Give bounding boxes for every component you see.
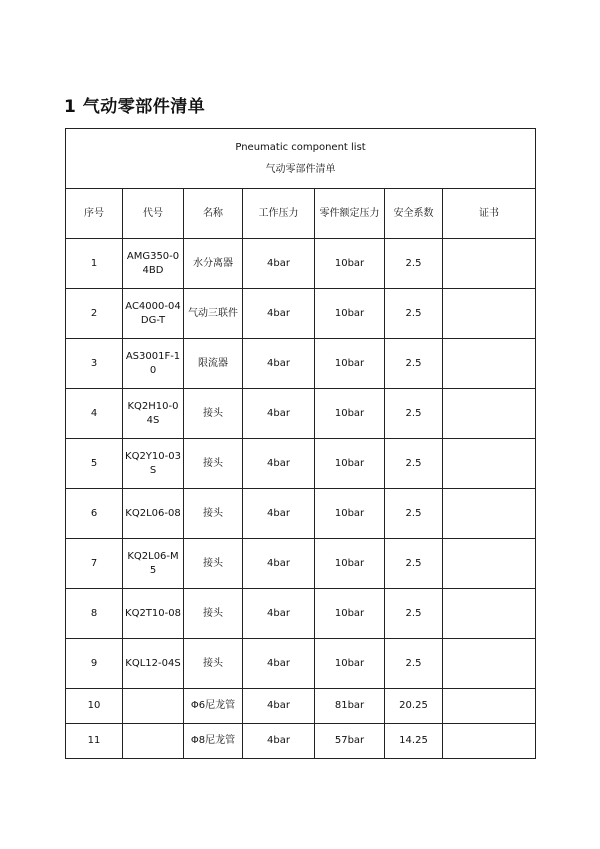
table-row	[66, 289, 536, 339]
cell-rated-pressure: 10bar	[315, 439, 385, 489]
cell-code: KQL12-04S	[123, 639, 184, 689]
table-row	[66, 239, 536, 289]
cell-work-pressure: 4bar	[243, 389, 315, 439]
table-row	[66, 689, 536, 724]
cell-code: KQ2Y10-03S	[123, 439, 184, 489]
table-title-zh: 气动零部件清单	[265, 163, 336, 175]
cell-name: 接头	[184, 639, 243, 689]
cell-name: 接头	[184, 589, 243, 639]
cell-name: 水分离器	[184, 239, 243, 289]
cell-code: AC4000-04DG-T	[123, 289, 184, 339]
table-title-cell	[66, 129, 536, 189]
cell-certificate	[443, 339, 536, 389]
table-row	[66, 339, 536, 389]
cell-certificate	[443, 724, 536, 759]
cell-certificate	[443, 489, 536, 539]
cell-certificate	[443, 239, 536, 289]
cell-name: 接头	[184, 489, 243, 539]
cell-code: KQ2L06-08	[123, 489, 184, 539]
cell-work-pressure: 4bar	[243, 639, 315, 689]
cell-rated-pressure: 10bar	[315, 289, 385, 339]
cell-no: 7	[66, 539, 123, 589]
cell-safety-factor: 2.5	[385, 589, 443, 639]
cell-rated-pressure: 10bar	[315, 489, 385, 539]
column-header-name: 名称	[184, 189, 243, 239]
cell-safety-factor: 20.25	[385, 689, 443, 724]
table-row	[66, 639, 536, 689]
column-header-safety-factor: 安全系数	[385, 189, 443, 239]
cell-rated-pressure: 10bar	[315, 389, 385, 439]
cell-code: KQ2T10-08	[123, 589, 184, 639]
cell-certificate	[443, 639, 536, 689]
cell-no: 11	[66, 724, 123, 759]
cell-no: 10	[66, 689, 123, 724]
cell-name: 接头	[184, 389, 243, 439]
cell-no: 2	[66, 289, 123, 339]
cell-certificate	[443, 539, 536, 589]
cell-code: AS3001F-10	[123, 339, 184, 389]
cell-work-pressure: 4bar	[243, 724, 315, 759]
cell-certificate	[443, 389, 536, 439]
cell-rated-pressure: 10bar	[315, 589, 385, 639]
cell-code	[123, 724, 184, 759]
cell-name: 接头	[184, 439, 243, 489]
cell-name: Φ8尼龙管	[184, 724, 243, 759]
cell-code: AMG350-04BD	[123, 239, 184, 289]
cell-safety-factor: 2.5	[385, 539, 443, 589]
cell-work-pressure: 4bar	[243, 339, 315, 389]
column-header-code: 代号	[123, 189, 184, 239]
table-row	[66, 589, 536, 639]
cell-no: 6	[66, 489, 123, 539]
cell-rated-pressure: 10bar	[315, 339, 385, 389]
cell-work-pressure: 4bar	[243, 539, 315, 589]
cell-no: 9	[66, 639, 123, 689]
cell-code: KQ2H10-04S	[123, 389, 184, 439]
table-title-en: Pneumatic component list	[235, 141, 366, 153]
cell-rated-pressure: 81bar	[315, 689, 385, 724]
cell-name: 限流器	[184, 339, 243, 389]
cell-certificate	[443, 689, 536, 724]
table-row	[66, 439, 536, 489]
cell-rated-pressure: 10bar	[315, 539, 385, 589]
cell-safety-factor: 2.5	[385, 489, 443, 539]
cell-rated-pressure: 10bar	[315, 239, 385, 289]
column-header-work-pressure: 工作压力	[243, 189, 315, 239]
cell-work-pressure: 4bar	[243, 689, 315, 724]
table-body	[66, 129, 536, 759]
table-header-row	[66, 189, 536, 239]
page-heading: 1 气动零部件清单	[64, 97, 206, 117]
cell-certificate	[443, 589, 536, 639]
column-header-certificate: 证书	[443, 189, 536, 239]
cell-safety-factor: 2.5	[385, 339, 443, 389]
table-row	[66, 389, 536, 439]
cell-work-pressure: 4bar	[243, 439, 315, 489]
cell-code	[123, 689, 184, 724]
cell-name: 接头	[184, 539, 243, 589]
cell-rated-pressure: 57bar	[315, 724, 385, 759]
column-header-no: 序号	[66, 189, 123, 239]
cell-no: 3	[66, 339, 123, 389]
cell-no: 5	[66, 439, 123, 489]
cell-work-pressure: 4bar	[243, 589, 315, 639]
cell-safety-factor: 2.5	[385, 239, 443, 289]
cell-no: 8	[66, 589, 123, 639]
cell-rated-pressure: 10bar	[315, 639, 385, 689]
cell-safety-factor: 2.5	[385, 639, 443, 689]
cell-work-pressure: 4bar	[243, 289, 315, 339]
cell-name: 气动三联件	[184, 289, 243, 339]
cell-safety-factor: 14.25	[385, 724, 443, 759]
cell-name: Φ6尼龙管	[184, 689, 243, 724]
table-row	[66, 539, 536, 589]
cell-safety-factor: 2.5	[385, 289, 443, 339]
cell-safety-factor: 2.5	[385, 389, 443, 439]
cell-work-pressure: 4bar	[243, 489, 315, 539]
cell-certificate	[443, 439, 536, 489]
cell-code: KQ2L06-M5	[123, 539, 184, 589]
table-row	[66, 489, 536, 539]
cell-work-pressure: 4bar	[243, 239, 315, 289]
component-table	[65, 128, 536, 759]
column-header-rated-pressure: 零件额定压力	[315, 189, 385, 239]
table-row	[66, 724, 536, 759]
cell-no: 4	[66, 389, 123, 439]
cell-no: 1	[66, 239, 123, 289]
cell-safety-factor: 2.5	[385, 439, 443, 489]
cell-certificate	[443, 289, 536, 339]
table-title-row	[66, 129, 536, 189]
